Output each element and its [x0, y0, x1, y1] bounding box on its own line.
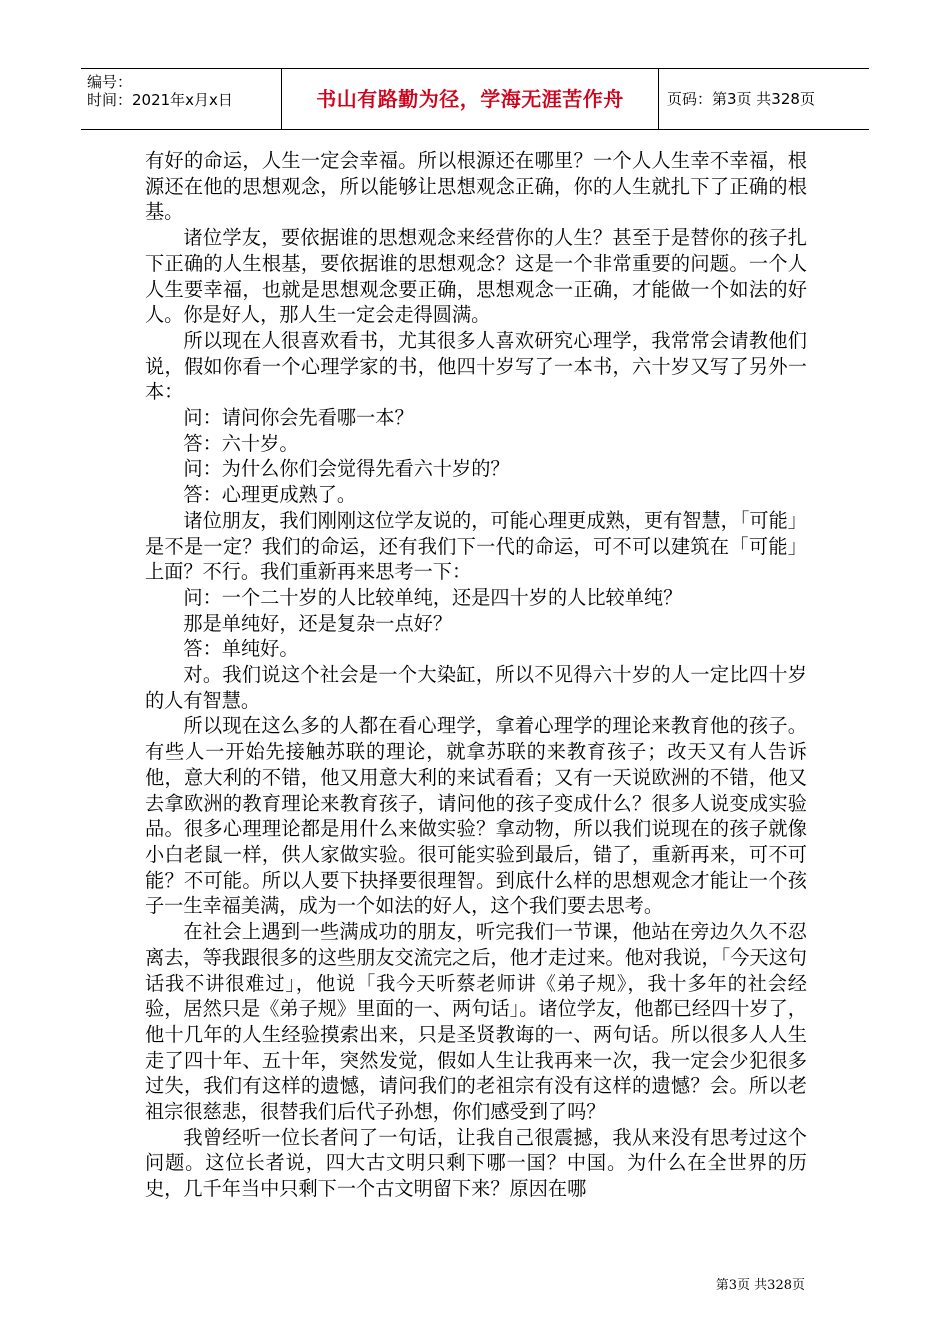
- header-divider: [658, 69, 659, 129]
- paragraph: 答：心理更成熟了。: [183, 483, 357, 507]
- body-text: [145, 148, 807, 1202]
- page-header: [81, 68, 869, 130]
- header-meta: [81, 69, 281, 129]
- header-page-number: 页码：第3页 共328页: [667, 90, 815, 108]
- paragraph: 诸位朋友，我们刚刚这位学友说的，可能心理更成熟，更有智慧，「可能」是不是一定？我们的命运，还有我们下一代的命运，可不可以建筑在「可能」上面？不行。我们重新再来思考一下：: [145, 508, 807, 584]
- header-motto: 书山有路勤为径，学海无涯苦作舟: [316, 87, 624, 111]
- paragraph: 在社会上遇到一些满成功的朋友，听完我们一节课，他站在旁边久久不忍离去，等我跟很多的这些朋友交流完之后，他才走过来。他对我说，「今天这句话我不讲很难过」，他说「我今天听蔡老师讲《弟子规》，我十多年的社会经验，居然只是《弟子规》里面的一、两句话」。诸位学友，他都已经四十岁了，他十几年的人生经验摸索出来，只是圣贤教诲的一、两句话。所以很多人人生走了四十年、五十年，突然发觉，假如人生让我再来一次，我一定会少犯很多过失，我们有这样的遗憾，请问我们的老祖宗有没有这样的遗憾？会。所以老祖宗很慈悲，很替我们后代子孙想，你们感受到了吗？: [145, 920, 807, 1124]
- paragraph: 所以现在这么多的人都在看心理学，拿着心理学的理论来教育他的孩子。有些人一开始先接触苏联的理论，就拿苏联的来教育孩子；改天又有人告诉他，意大利的不错，他又用意大利的来试看看；又有一天说欧洲的不错，他又去拿欧洲的教育理论来教育孩子，请问他的孩子变成什么？很多人说变成实验品。很多心理理论都是用什么来做实验？拿动物，所以我们说现在的孩子就像小白老鼠一样，供人家做实验。很可能实验到最后，错了，重新再来，可不可能？不可能。所以人要下抉择要很理智。到底什么样的思想观念才能让一个孩子一生幸福美满，成为一个如法的好人，这个我们要去思考。: [145, 714, 807, 918]
- paragraph: 诸位学友，要依据谁的思想观念来经营你的人生？甚至于是替你的孩子扎下正确的人生根基，要依据谁的思想观念？这是一个非常重要的问题。一个人人生要幸福，也就是思想观念要正确，思想观念一正确，才能做一个如法的好人。你是好人，那人生一定会走得圆满。: [145, 226, 807, 327]
- paragraph: 问：一个二十岁的人比较单纯，还是四十岁的人比较单纯？: [183, 585, 683, 609]
- time-label: 时间：2021年x月x日: [87, 91, 233, 109]
- page-footer: 第3页 共328页: [715, 1278, 805, 1293]
- paragraph: 所以现在人很喜欢看书，尤其很多人喜欢研究心理学，我常常会请教他们说，假如你看一个心理学家的书，他四十岁写了一本书，六十岁又写了另外一本：: [145, 328, 807, 404]
- paragraph: 问：请问你会先看哪一本？: [183, 406, 414, 430]
- paragraph: 问：为什么你们会觉得先看六十岁的？: [183, 457, 510, 481]
- paragraph: 我曾经听一位长者问了一句话，让我自己很震撼，我从来没有思考过这个问题。这位长者说，四大古文明只剩下哪一国？中国。为什么在全世界的历史，几千年当中只剩下一个古文明留下来？原因在哪: [145, 1125, 807, 1201]
- paragraph: 答：单纯好。: [183, 637, 299, 661]
- paragraph: 有好的命运，人生一定会幸福。所以根源还在哪里？一个人人生幸不幸福，根源还在他的思想观念，所以能够让思想观念正确，你的人生就扎下了正确的根基。: [145, 149, 807, 224]
- paragraph: 答：六十岁。: [183, 431, 299, 455]
- paragraph: 对。我们说这个社会是一个大染缸，所以不见得六十岁的人一定比四十岁的人有智慧。: [145, 663, 807, 712]
- paragraph: 那是单纯好，还是复杂一点好？: [183, 611, 453, 635]
- number-label: 编号：: [87, 73, 133, 91]
